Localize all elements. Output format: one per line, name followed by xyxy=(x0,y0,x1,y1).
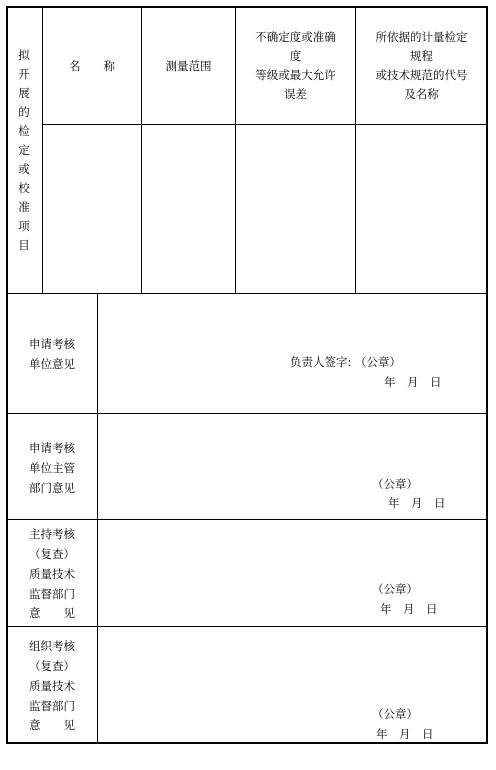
date-line: 年 月 日 xyxy=(380,602,438,616)
seal-label: （公章） xyxy=(372,582,418,596)
project-side-label: 拟开展的检定或校准项目 xyxy=(18,48,30,252)
date-line: 年 月 日 xyxy=(384,375,442,389)
divider xyxy=(42,7,43,293)
divider xyxy=(42,124,487,125)
date-line: 年 月 日 xyxy=(388,496,446,510)
divider xyxy=(97,293,98,743)
seal-label: （公章） xyxy=(372,477,418,491)
divider xyxy=(7,519,487,520)
divider xyxy=(7,293,487,294)
seal-label: （公章） xyxy=(372,707,418,721)
divider xyxy=(141,7,142,293)
divider xyxy=(7,626,487,627)
header-name: 名 称 xyxy=(69,59,115,73)
header-range: 测量范围 xyxy=(165,59,212,73)
divider xyxy=(7,413,487,414)
signature-line: 负责人签字: （公章） xyxy=(290,355,402,369)
date-line: 年 月 日 xyxy=(376,727,434,741)
